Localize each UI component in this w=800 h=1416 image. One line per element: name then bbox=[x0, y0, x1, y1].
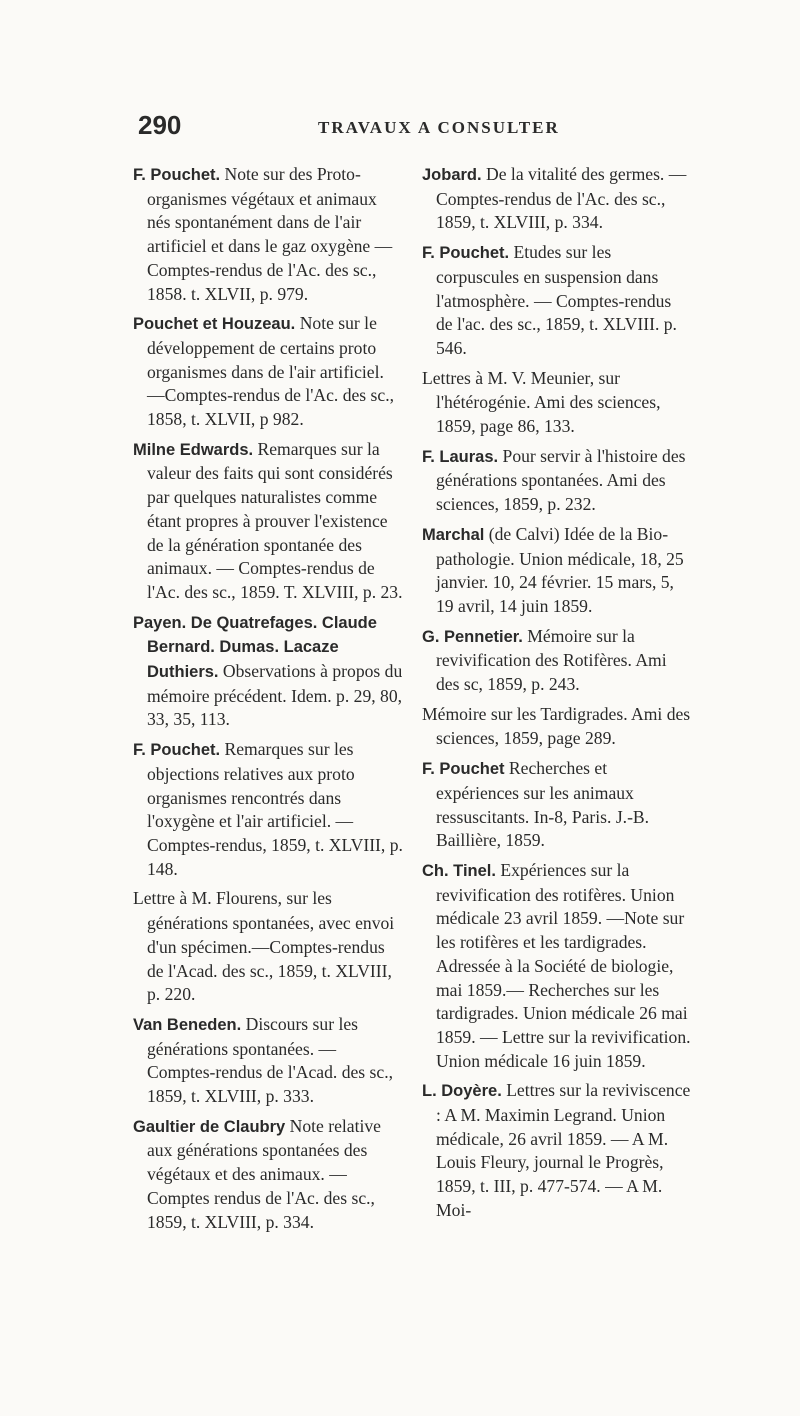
entry-author: G. Pennetier. bbox=[422, 627, 523, 646]
entry-author: Payen. De Quatrefages. Claude Bernard. Dumas. Lacaze Duthiers. bbox=[133, 613, 377, 682]
bibliography-entry bbox=[422, 859, 692, 1073]
entry-author: Marchal bbox=[422, 525, 485, 544]
bibliography-entry bbox=[422, 523, 692, 619]
entry-text: Note sur des Proto-organismes végétaux et animaux nés spontanément dans de l'air artificiel et dans le gaz oxygène — Comptes-rendus de l'Ac. des sc., 1858. t. XLVII, p. 979. bbox=[147, 164, 393, 304]
entry-text: Observations à propos du mémoire précédent. Idem. p. 29, 80, 33, 35, 113. bbox=[147, 661, 403, 730]
bibliography-entry bbox=[133, 887, 403, 1007]
entry-text: De la vitalité des germes. — Comptes-rendus de l'Ac. des sc., 1859, t. XLVIII, p. 334. bbox=[436, 164, 687, 233]
bibliography-entry bbox=[133, 738, 403, 881]
bibliography-entry bbox=[422, 757, 692, 853]
bibliography-entry bbox=[133, 1013, 403, 1109]
entry-author: Ch. Tinel. bbox=[422, 861, 496, 880]
running-title: TRAVAUX A CONSULTER bbox=[318, 118, 560, 137]
entry-text: (de Calvi) Idée de la Bio-pathologie. Union médicale, 18, 25 janvier. 10, 24 février. 15 mars, 5, 19 avril, 14 juin 1859. bbox=[436, 523, 684, 616]
entry-text: Pour servir à l'histoire des générations spontanées. Ami des sciences, 1859, p. 232. bbox=[436, 445, 686, 515]
bibliography-entry bbox=[422, 445, 692, 517]
entry-text: Recherches et expériences sur les animaux ressuscitants. In-8, Paris. J.-B. Baillière, 1859. bbox=[436, 758, 650, 851]
bibliography-entry bbox=[422, 241, 692, 361]
entry-author: F. Pouchet. bbox=[422, 244, 510, 263]
bibliography-entry bbox=[133, 611, 403, 733]
entry-text: Etudes sur les corpuscules en suspension dans l'atmosphère. — Comptes-rendus de l'ac. des sc., 1859, t. XLVIII. p. 546. bbox=[436, 242, 677, 358]
right-column bbox=[422, 163, 692, 1229]
entry-text: Lettres à M. V. Meunier, sur l'hétérogénie. Ami des sciences, 1859, page 86, 133. bbox=[422, 367, 661, 437]
bibliography-entry bbox=[422, 1079, 692, 1222]
bibliography-entry bbox=[133, 438, 403, 605]
entry-text: Remarques sur la valeur des faits qui sont considérés par quelques naturalistes comme étant propres à prouver l'existence de la génération spontanée des animaux. — Comptes-rendus de l'Ac. des sc., 1859. T. XLVIII, p. 23. bbox=[147, 438, 403, 602]
entry-author: L. Doyère. bbox=[422, 1082, 502, 1101]
entry-text: Note relative aux générations spontanées des végétaux et des animaux. — Comptes rendus de l'Ac. des sc., 1859, t. XLVIII, p. 334. bbox=[147, 1115, 381, 1232]
page-header bbox=[0, 0, 800, 140]
bibliography-entry bbox=[422, 367, 692, 439]
entry-author: F. Pouchet. bbox=[133, 166, 221, 184]
entry-author: F. Pouchet. bbox=[133, 741, 221, 760]
entry-author: Pouchet et Houzeau. bbox=[133, 315, 296, 334]
entry-text: Expériences sur la revivification des rotifères. Union médicale 23 avril 1859. —Note sur les rotifères et les tardigrades. Adressée à la Société de biologie, mai 1859.— Recherches sur les tardigrades. Union médicale 26 mai 1859. — Lettre sur la revivification. Union médicale 16 juin 1859. bbox=[436, 859, 691, 1071]
entry-text: Lettre à M. Flourens, sur les générations spontanées, avec envoi d'un spécimen.—Comptes-rendus de l'Acad. des sc., 1859, t. XLVIII, p. 220. bbox=[133, 888, 395, 1005]
page-number: 290 bbox=[138, 110, 182, 140]
entry-author: F. Pouchet bbox=[422, 760, 505, 779]
entry-author: Milne Edwards. bbox=[133, 440, 254, 459]
entry-text: Note sur le développement de certains proto organismes dans de l'air artificiel. —Comptes-rendus de l'Ac. des sc., 1858, t. XLVII, p 982. bbox=[147, 313, 394, 430]
entry-author: Jobard. bbox=[422, 166, 482, 184]
entry-text: Discours sur les générations spontanées. — Comptes-rendus de l'Acad. des sc., 1859, t. XLVIII, p. 333. bbox=[147, 1013, 394, 1107]
left-column bbox=[133, 163, 403, 1240]
entry-text: Remarques sur les objections relatives aux proto organismes rencontrés dans l'oxygène et l'air artificiel. — Comptes-rendus, 1859, t. XLVIII, p. 148. bbox=[147, 739, 403, 879]
bibliography-entry bbox=[422, 163, 692, 235]
bibliography-entry bbox=[422, 703, 692, 751]
entry-author: Gaultier de Claubry bbox=[133, 1117, 286, 1136]
bibliography-entry bbox=[133, 1115, 403, 1235]
entry-text: Lettres sur la reviviscence : A M. Maximin Legrand. Union médicale, 26 avril 1859. — A M. Louis Fleury, journal le Progrès, 1859, t. III, p. 477-574. — A M. Moi- bbox=[436, 1080, 691, 1220]
entry-text: Mémoire sur la revivification des Rotifères. Ami des sc, 1859, p. 243. bbox=[436, 625, 667, 695]
bibliography-entry bbox=[422, 625, 692, 697]
entry-author: F. Lauras. bbox=[422, 447, 499, 466]
entry-author: Van Beneden. bbox=[133, 1015, 242, 1034]
bibliography-entry bbox=[133, 163, 403, 306]
entry-text: Mémoire sur les Tardigrades. Ami des sciences, 1859, page 289. bbox=[422, 703, 691, 749]
bibliography-entry bbox=[133, 312, 403, 432]
